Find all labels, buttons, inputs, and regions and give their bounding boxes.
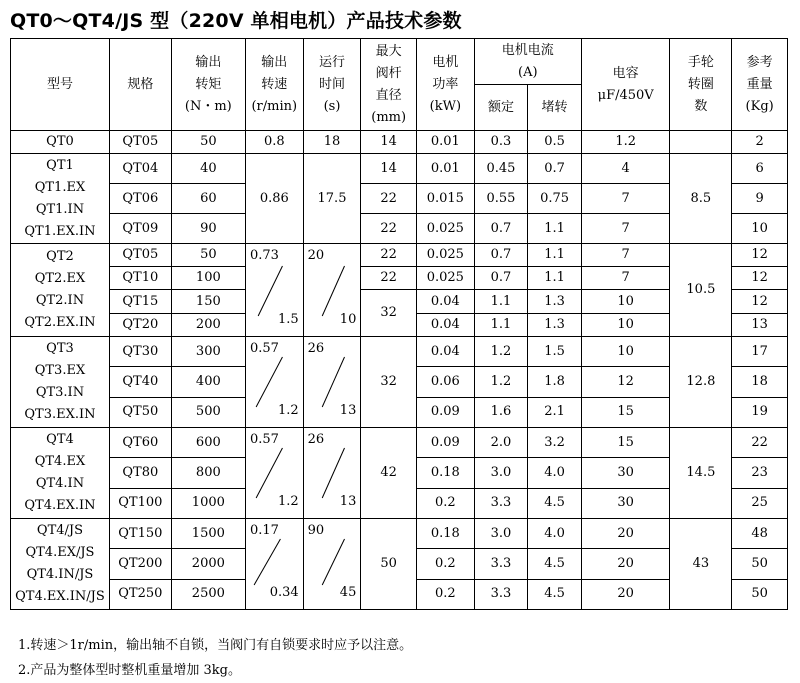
handwheel-cell bbox=[670, 131, 732, 154]
header-current-l2: (A) bbox=[518, 64, 538, 80]
torque-cell: 60 bbox=[171, 184, 245, 214]
torque-cell: 100 bbox=[171, 267, 245, 290]
power-cell: 0.04 bbox=[416, 337, 474, 367]
header-weight bbox=[732, 39, 788, 131]
model-name: QT1.EX bbox=[34, 179, 86, 195]
torque-cell: 400 bbox=[171, 367, 245, 397]
model-name: QT1.IN bbox=[35, 201, 85, 217]
weight-cell: 2 bbox=[732, 131, 788, 154]
model-cell-group bbox=[11, 244, 110, 337]
weight-cell: 50 bbox=[732, 579, 788, 609]
diagonal-split bbox=[246, 337, 303, 427]
weight-cell: 17 bbox=[732, 337, 788, 367]
spec-cell: QT30 bbox=[109, 337, 171, 367]
weight-cell: 10 bbox=[732, 214, 788, 244]
model-name: QT3.EX.IN bbox=[24, 407, 96, 422]
header-capacitor bbox=[581, 39, 670, 131]
diameter-cell: 42 bbox=[361, 428, 417, 519]
spec-cell: QT100 bbox=[109, 488, 171, 518]
time-min: 13 bbox=[339, 403, 357, 418]
locked-current-cell: 3.2 bbox=[528, 428, 582, 458]
torque-cell: 40 bbox=[171, 154, 245, 184]
model-cell: QT0 bbox=[11, 131, 110, 154]
power-cell: 0.01 bbox=[416, 154, 474, 184]
model-name: QT2.EX.IN bbox=[24, 315, 96, 330]
header-handwheel bbox=[670, 39, 732, 131]
torque-cell: 90 bbox=[171, 214, 245, 244]
rated-current-cell: 0.45 bbox=[474, 154, 528, 184]
spec-cell: QT06 bbox=[109, 184, 171, 214]
speed-max: 1.2 bbox=[277, 494, 299, 509]
speed-max: 1.2 bbox=[277, 403, 299, 418]
time-cell: 18 bbox=[303, 131, 361, 154]
header-dia-l1: 最大 bbox=[375, 43, 402, 59]
model-name: QT4.EX/JS bbox=[25, 545, 95, 560]
model-cell-group bbox=[11, 519, 110, 610]
header-wt-l2: 重量 bbox=[746, 76, 773, 92]
weight-cell: 12 bbox=[732, 290, 788, 314]
header-diameter bbox=[361, 39, 417, 131]
rated-current-cell: 0.7 bbox=[474, 267, 528, 290]
torque-cell: 1500 bbox=[171, 519, 245, 549]
capacitor-cell: 20 bbox=[581, 549, 670, 579]
rated-current-cell: 1.2 bbox=[474, 337, 528, 367]
torque-cell: 800 bbox=[171, 458, 245, 488]
locked-current-cell: 2.1 bbox=[528, 397, 582, 427]
diameter-cell: 22 bbox=[361, 267, 417, 290]
model-name: QT2 bbox=[46, 249, 74, 264]
time-range-cell bbox=[303, 244, 361, 337]
diameter-cell: 22 bbox=[361, 244, 417, 267]
weight-cell: 19 bbox=[732, 397, 788, 427]
header-hw-l1: 手轮 bbox=[687, 54, 714, 70]
header-power-l1: 电机 bbox=[432, 54, 459, 70]
model-name: QT2.EX bbox=[34, 271, 86, 286]
time-range-cell bbox=[303, 337, 361, 428]
capacitor-cell: 20 bbox=[581, 519, 670, 549]
power-cell: 0.025 bbox=[416, 244, 474, 267]
header-dia-l3: 直径 bbox=[375, 87, 402, 103]
diameter-cell: 22 bbox=[361, 214, 417, 244]
header-time-l1: 运行 bbox=[318, 54, 345, 70]
locked-current-cell: 1.1 bbox=[528, 244, 582, 267]
weight-cell: 9 bbox=[732, 184, 788, 214]
spec-cell: QT15 bbox=[109, 290, 171, 314]
time-max: 26 bbox=[307, 432, 325, 447]
handwheel-cell: 14.5 bbox=[670, 428, 732, 519]
rated-current-cell: 1.2 bbox=[474, 367, 528, 397]
torque-cell: 1000 bbox=[171, 488, 245, 518]
capacitor-cell: 12 bbox=[581, 367, 670, 397]
weight-cell: 22 bbox=[732, 428, 788, 458]
header-power-l2: 功率 bbox=[432, 76, 459, 92]
model-name: QT3.IN bbox=[35, 385, 85, 400]
capacitor-cell: 4 bbox=[581, 154, 670, 184]
torque-cell: 200 bbox=[171, 314, 245, 337]
locked-current-cell: 1.1 bbox=[528, 267, 582, 290]
footnotes bbox=[18, 633, 412, 683]
power-cell: 0.025 bbox=[416, 267, 474, 290]
power-cell: 0.18 bbox=[416, 458, 474, 488]
speed-max: 0.34 bbox=[269, 585, 299, 600]
speed-range-cell bbox=[245, 244, 303, 337]
power-cell: 0.025 bbox=[416, 214, 474, 244]
rated-current-cell: 0.3 bbox=[474, 131, 528, 154]
header-hw-l3: 数 bbox=[694, 98, 708, 114]
diameter-cell: 32 bbox=[361, 337, 417, 428]
locked-current-cell: 0.75 bbox=[528, 184, 582, 214]
rated-current-cell: 0.55 bbox=[474, 184, 528, 214]
model-name: QT4.IN/JS bbox=[26, 567, 94, 582]
weight-cell: 6 bbox=[732, 154, 788, 184]
weight-cell: 50 bbox=[732, 549, 788, 579]
spec-cell: QT80 bbox=[109, 458, 171, 488]
handwheel-cell: 43 bbox=[670, 519, 732, 610]
power-cell: 0.06 bbox=[416, 367, 474, 397]
page-title: QT0～QT4/JS 型（220V 单相电机）产品技术参数 bbox=[10, 10, 462, 32]
spec-cell: QT05 bbox=[109, 244, 171, 267]
torque-cell: 50 bbox=[171, 131, 245, 154]
model-name: QT4.EX.IN bbox=[24, 498, 96, 513]
model-name: QT4.EX.IN/JS bbox=[15, 589, 105, 604]
header-wt-l3: (Kg) bbox=[745, 98, 774, 114]
spec-cell: QT09 bbox=[109, 214, 171, 244]
capacitor-cell: 15 bbox=[581, 428, 670, 458]
header-speed bbox=[245, 39, 303, 131]
diagonal-split bbox=[304, 337, 361, 427]
header-cap-l2: μF/450V bbox=[597, 87, 654, 103]
speed-max: 1.5 bbox=[277, 312, 299, 327]
header-current-locked: 堵转 bbox=[528, 85, 582, 131]
header-time-l3: (s) bbox=[323, 98, 341, 114]
time-range-cell bbox=[303, 428, 361, 519]
model-name: QT4/JS bbox=[36, 523, 84, 538]
spec-cell: QT04 bbox=[109, 154, 171, 184]
spec-cell: QT60 bbox=[109, 428, 171, 458]
locked-current-cell: 4.5 bbox=[528, 579, 582, 609]
header-power-l3: (kW) bbox=[429, 98, 462, 114]
model-cell-group bbox=[11, 337, 110, 428]
header-spec: 规格 bbox=[109, 39, 171, 131]
header-dia-l2: 阀杆 bbox=[375, 65, 402, 81]
rated-current-cell: 3.0 bbox=[474, 519, 528, 549]
diagonal-split bbox=[246, 519, 303, 609]
locked-current-cell: 0.5 bbox=[528, 131, 582, 154]
torque-cell: 300 bbox=[171, 337, 245, 367]
spec-table bbox=[10, 38, 788, 610]
model-cell-group bbox=[11, 428, 110, 519]
weight-cell: 13 bbox=[732, 314, 788, 337]
weight-cell: 23 bbox=[732, 458, 788, 488]
handwheel-cell: 8.5 bbox=[670, 154, 732, 244]
spec-cell: QT200 bbox=[109, 549, 171, 579]
capacitor-cell: 10 bbox=[581, 290, 670, 314]
rated-current-cell: 3.3 bbox=[474, 488, 528, 518]
locked-current-cell: 4.5 bbox=[528, 549, 582, 579]
rated-current-cell: 3.3 bbox=[474, 549, 528, 579]
time-range-cell bbox=[303, 519, 361, 610]
header-current-l1: 电机电流 bbox=[501, 42, 554, 58]
speed-min: 0.73 bbox=[249, 248, 279, 263]
footnote-1: 1.转速＞1r/min，输出轴不自锁，当阀门有自锁要求时应予以注意。 bbox=[18, 638, 413, 653]
power-cell: 0.01 bbox=[416, 131, 474, 154]
time-min: 45 bbox=[339, 585, 357, 600]
locked-current-cell: 1.5 bbox=[528, 337, 582, 367]
locked-current-cell: 4.5 bbox=[528, 488, 582, 518]
time-max: 90 bbox=[307, 523, 325, 538]
locked-current-cell: 1.1 bbox=[528, 214, 582, 244]
speed-range-cell bbox=[245, 428, 303, 519]
torque-cell: 50 bbox=[171, 244, 245, 267]
weight-cell: 18 bbox=[732, 367, 788, 397]
diagonal-split bbox=[246, 244, 303, 336]
model-name: QT1.EX.IN bbox=[24, 223, 96, 239]
capacitor-cell: 10 bbox=[581, 314, 670, 337]
torque-cell: 150 bbox=[171, 290, 245, 314]
power-cell: 0.09 bbox=[416, 397, 474, 427]
speed-cell: 0.86 bbox=[245, 154, 303, 244]
capacitor-cell: 7 bbox=[581, 214, 670, 244]
time-cell: 17.5 bbox=[303, 154, 361, 244]
speed-range-cell bbox=[245, 519, 303, 610]
locked-current-cell: 1.3 bbox=[528, 290, 582, 314]
torque-cell: 600 bbox=[171, 428, 245, 458]
spec-cell: QT05 bbox=[109, 131, 171, 154]
spec-cell: QT20 bbox=[109, 314, 171, 337]
spec-cell: QT10 bbox=[109, 267, 171, 290]
power-cell: 0.18 bbox=[416, 519, 474, 549]
header-torque-l3: (N・m) bbox=[184, 98, 232, 114]
diameter-cell: 14 bbox=[361, 154, 417, 184]
capacitor-cell: 7 bbox=[581, 244, 670, 267]
power-cell: 0.015 bbox=[416, 184, 474, 214]
model-name: QT2.IN bbox=[35, 293, 85, 308]
speed-range-cell bbox=[245, 337, 303, 428]
handwheel-cell: 10.5 bbox=[670, 244, 732, 337]
weight-cell: 12 bbox=[732, 267, 788, 290]
model-name: QT3.EX bbox=[34, 363, 86, 378]
footnote-2: 2.产品为整体型时整机重量增加 3kg。 bbox=[18, 663, 242, 678]
power-cell: 0.09 bbox=[416, 428, 474, 458]
header-torque-l2: 转矩 bbox=[195, 76, 222, 92]
diagonal-split bbox=[304, 244, 361, 336]
locked-current-cell: 4.0 bbox=[528, 519, 582, 549]
time-max: 26 bbox=[307, 341, 325, 356]
power-cell: 0.04 bbox=[416, 290, 474, 314]
power-cell: 0.2 bbox=[416, 488, 474, 518]
torque-cell: 500 bbox=[171, 397, 245, 427]
header-speed-l1: 输出 bbox=[261, 54, 288, 70]
diameter-cell: 14 bbox=[361, 131, 417, 154]
header-cap-l1: 电容 bbox=[612, 65, 639, 81]
diameter-cell: 50 bbox=[361, 519, 417, 610]
diagonal-split bbox=[246, 428, 303, 518]
header-model: 型号 bbox=[11, 39, 110, 131]
time-min: 10 bbox=[339, 312, 357, 327]
torque-cell: 2000 bbox=[171, 549, 245, 579]
header-torque bbox=[171, 39, 245, 131]
header-dia-l4: (mm) bbox=[371, 109, 407, 125]
speed-min: 0.17 bbox=[249, 523, 279, 538]
model-name: QT4 bbox=[46, 432, 74, 447]
header-wt-l1: 参考 bbox=[746, 54, 773, 70]
header-current-rated: 额定 bbox=[474, 85, 528, 131]
capacitor-cell: 7 bbox=[581, 184, 670, 214]
model-name: QT1 bbox=[46, 157, 74, 173]
rated-current-cell: 3.3 bbox=[474, 579, 528, 609]
weight-cell: 48 bbox=[732, 519, 788, 549]
spec-cell: QT40 bbox=[109, 367, 171, 397]
weight-cell: 25 bbox=[732, 488, 788, 518]
weight-cell: 12 bbox=[732, 244, 788, 267]
spec-cell: QT150 bbox=[109, 519, 171, 549]
power-cell: 0.04 bbox=[416, 314, 474, 337]
speed-min: 0.57 bbox=[249, 432, 279, 447]
model-name: QT3 bbox=[46, 341, 74, 356]
capacitor-cell: 10 bbox=[581, 337, 670, 367]
header-current bbox=[474, 39, 581, 85]
header-torque-l1: 输出 bbox=[195, 54, 222, 70]
header-speed-l3: (r/min) bbox=[251, 98, 298, 114]
rated-current-cell: 0.7 bbox=[474, 214, 528, 244]
header-hw-l2: 转圈 bbox=[687, 76, 714, 92]
diameter-cell: 32 bbox=[361, 290, 417, 337]
capacitor-cell: 30 bbox=[581, 488, 670, 518]
rated-current-cell: 0.7 bbox=[474, 244, 528, 267]
locked-current-cell: 4.0 bbox=[528, 458, 582, 488]
torque-cell: 2500 bbox=[171, 579, 245, 609]
power-cell: 0.2 bbox=[416, 579, 474, 609]
time-min: 13 bbox=[339, 494, 357, 509]
speed-min: 0.57 bbox=[249, 341, 279, 356]
header-power bbox=[416, 39, 474, 131]
capacitor-cell: 7 bbox=[581, 267, 670, 290]
speed-cell: 0.8 bbox=[245, 131, 303, 154]
diagonal-split bbox=[304, 428, 361, 518]
locked-current-cell: 1.3 bbox=[528, 314, 582, 337]
rated-current-cell: 2.0 bbox=[474, 428, 528, 458]
header-speed-l2: 转速 bbox=[261, 76, 288, 92]
power-cell: 0.2 bbox=[416, 549, 474, 579]
time-max: 20 bbox=[307, 248, 325, 263]
model-name: QT4.EX bbox=[34, 454, 86, 469]
locked-current-cell: 0.7 bbox=[528, 154, 582, 184]
capacitor-cell: 1.2 bbox=[581, 131, 670, 154]
locked-current-cell: 1.8 bbox=[528, 367, 582, 397]
capacitor-cell: 30 bbox=[581, 458, 670, 488]
header-time-l2: 时间 bbox=[318, 76, 345, 92]
header-time bbox=[303, 39, 361, 131]
diagonal-split bbox=[304, 519, 361, 609]
rated-current-cell: 1.1 bbox=[474, 314, 528, 337]
model-name: QT4.IN bbox=[35, 476, 85, 491]
spec-cell: QT50 bbox=[109, 397, 171, 427]
model-cell-group bbox=[11, 154, 110, 244]
rated-current-cell: 1.6 bbox=[474, 397, 528, 427]
rated-current-cell: 3.0 bbox=[474, 458, 528, 488]
handwheel-cell: 12.8 bbox=[670, 337, 732, 428]
rated-current-cell: 1.1 bbox=[474, 290, 528, 314]
capacitor-cell: 15 bbox=[581, 397, 670, 427]
spec-cell: QT250 bbox=[109, 579, 171, 609]
diameter-cell: 22 bbox=[361, 184, 417, 214]
capacitor-cell: 20 bbox=[581, 579, 670, 609]
